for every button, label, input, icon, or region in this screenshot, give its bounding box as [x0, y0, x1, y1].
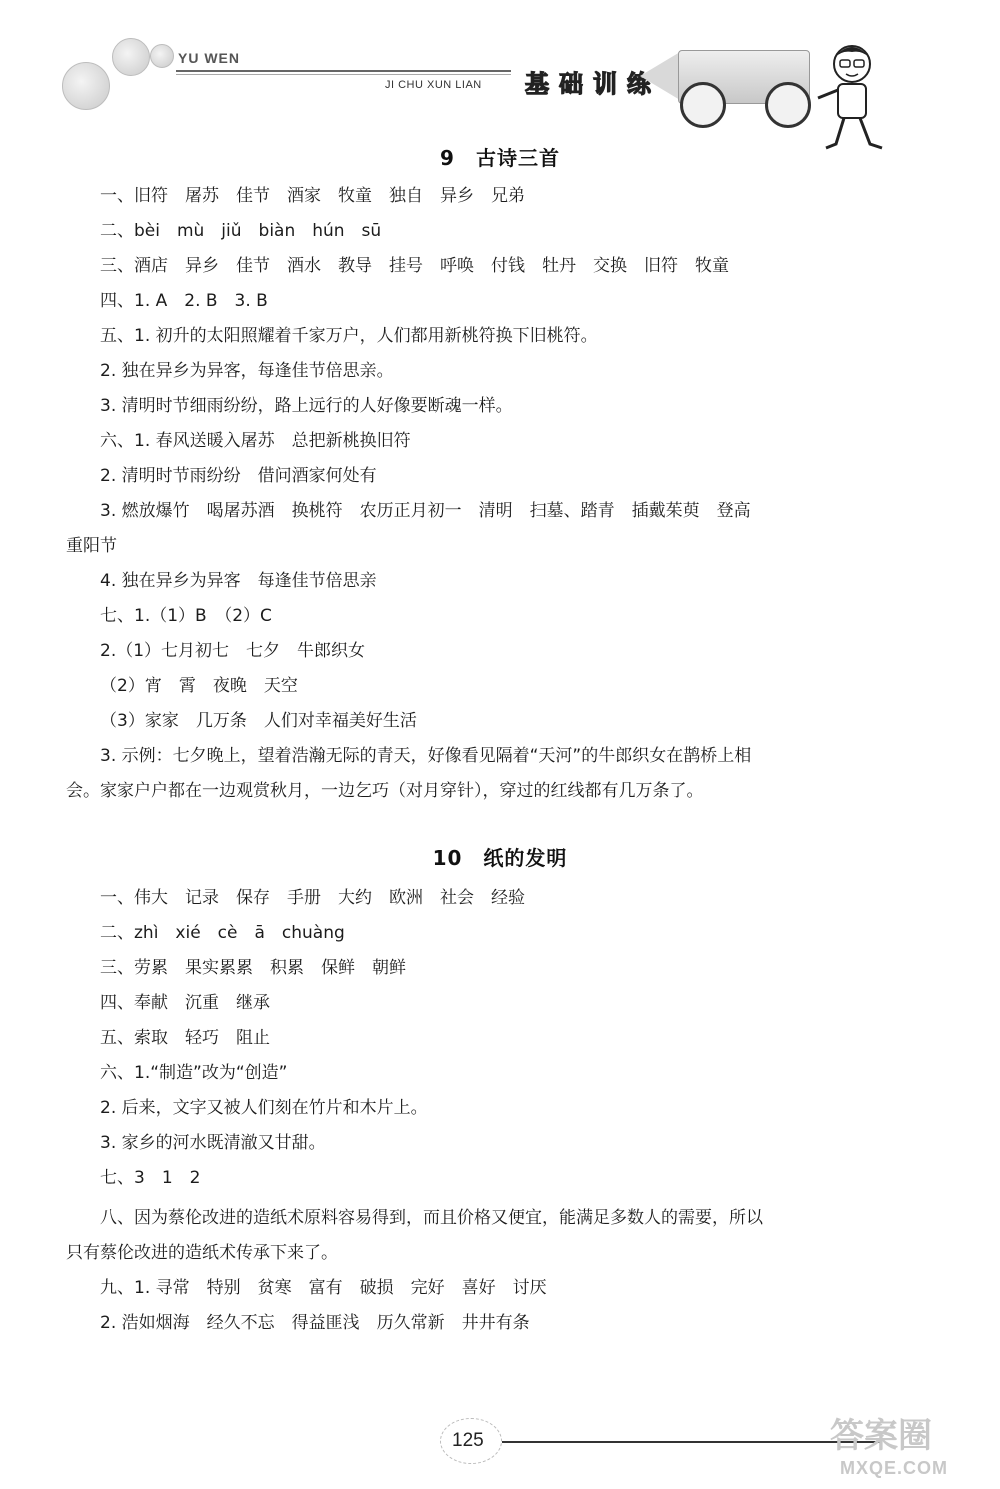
- answer-line: 五、索取 轻巧 阻止: [100, 1028, 270, 1048]
- answer-line: 二、zhì xié cè ā chuàng: [100, 923, 345, 943]
- series-title-char: 础: [559, 70, 583, 98]
- answer-line: 八、因为蔡伦改进的造纸术原料容易得到，而且价格又便宜，能满足多数人的需要，所以: [100, 1208, 763, 1228]
- decorative-bubble-icon: [112, 38, 150, 76]
- cartoon-boy-icon: [812, 40, 892, 155]
- pencil-tip-icon: [640, 52, 680, 100]
- subject-pinyin: YU WEN: [178, 50, 240, 66]
- answer-line: 三、劳累 果实累累 积累 保鲜 朝鲜: [100, 958, 406, 978]
- header-rule: [176, 74, 511, 75]
- decorative-bubble-icon: [62, 62, 110, 110]
- answer-line: 六、1.“制造”改为“创造”: [100, 1063, 288, 1083]
- answer-line: 三、酒店 异乡 佳节 酒水 教导 挂号 呼唤 付钱 牡丹 交换 旧符 牧童: [100, 256, 729, 276]
- answer-line: 3. 清明时节细雨纷纷，路上远行的人好像要断魂一样。: [100, 396, 513, 416]
- answer-line: 2. 后来，文字又被人们刻在竹片和木片上。: [100, 1098, 428, 1118]
- answer-line: （3）家家 几万条 人们对幸福美好生活: [100, 711, 417, 731]
- answer-line: 五、1. 初升的太阳照耀着千家万户，人们都用新桃符换下旧桃符。: [100, 326, 598, 346]
- answer-line: 3. 示例：七夕晚上，望着浩瀚无际的青天，好像看见隔着“天河”的牛郎织女在鹊桥上相: [100, 746, 752, 766]
- answer-line: 四、奉献 沉重 继承: [100, 993, 270, 1013]
- header-rule: [176, 70, 511, 72]
- series-title-char: 练: [627, 70, 651, 98]
- section-title: 9 古诗三首: [440, 146, 560, 170]
- answer-line: 九、1. 寻常 特别 贫寒 富有 破损 完好 喜好 讨厌: [100, 1278, 547, 1298]
- wheel-icon: [680, 82, 726, 128]
- page-header: [0, 0, 1000, 160]
- answer-line: 2. 独在异乡为异客，每逢佳节倍思亲。: [100, 361, 394, 381]
- answer-line: 4. 独在异乡为异客 每逢佳节倍思亲: [100, 571, 377, 591]
- answer-line: 重阳节: [66, 536, 117, 556]
- answer-line: 七、1.（1）B （2）C: [100, 606, 272, 626]
- answer-line: （2）宵 霄 夜晚 天空: [100, 676, 298, 696]
- answer-line: 2. 清明时节雨纷纷 借问酒家何处有: [100, 466, 377, 486]
- footer-rule: [502, 1441, 880, 1443]
- series-title: [520, 66, 656, 102]
- answer-line: 七、3 1 2: [100, 1168, 201, 1188]
- answer-line: 2.（1）七月初七 七夕 牛郎织女: [100, 641, 366, 661]
- answer-line: 会。家家户户都在一边观赏秋月，一边乞巧（对月穿针），穿过的红线都有几万条了。: [66, 781, 704, 801]
- answer-line: 2. 浩如烟海 经久不忘 得益匪浅 历久常新 井井有条: [100, 1313, 530, 1333]
- answer-line: 六、1. 春风送暖入屠苏 总把新桃换旧符: [100, 431, 411, 451]
- answer-line: 四、1. A 2. B 3. B: [100, 291, 268, 311]
- decorative-bubble-icon: [150, 44, 174, 68]
- series-pinyin: JI CHU XUN LIAN: [385, 79, 482, 91]
- answer-line: 一、旧符 屠苏 佳节 酒家 牧童 独自 异乡 兄弟: [100, 186, 525, 206]
- series-title-char: 训: [593, 70, 617, 98]
- answer-line: 只有蔡伦改进的造纸术传承下来了。: [66, 1243, 338, 1263]
- answer-line: 二、bèi mù jiǔ biàn hún sū: [100, 221, 382, 241]
- wheel-icon: [765, 82, 811, 128]
- watermark-url: MXQE.COM: [840, 1458, 949, 1478]
- answer-line: 一、伟大 记录 保存 手册 大约 欧洲 社会 经验: [100, 888, 525, 908]
- series-title-char: 基: [525, 70, 549, 98]
- watermark-logo: 答案圈: [830, 1417, 932, 1455]
- answer-line: 3. 燃放爆竹 喝屠苏酒 换桃符 农历正月初一 清明 扫墓、踏青 插戴茱萸 登高: [100, 501, 751, 521]
- answer-line: 3. 家乡的河水既清澈又甘甜。: [100, 1133, 326, 1153]
- page-number: 125: [452, 1430, 484, 1451]
- section-title: 10 纸的发明: [432, 846, 568, 870]
